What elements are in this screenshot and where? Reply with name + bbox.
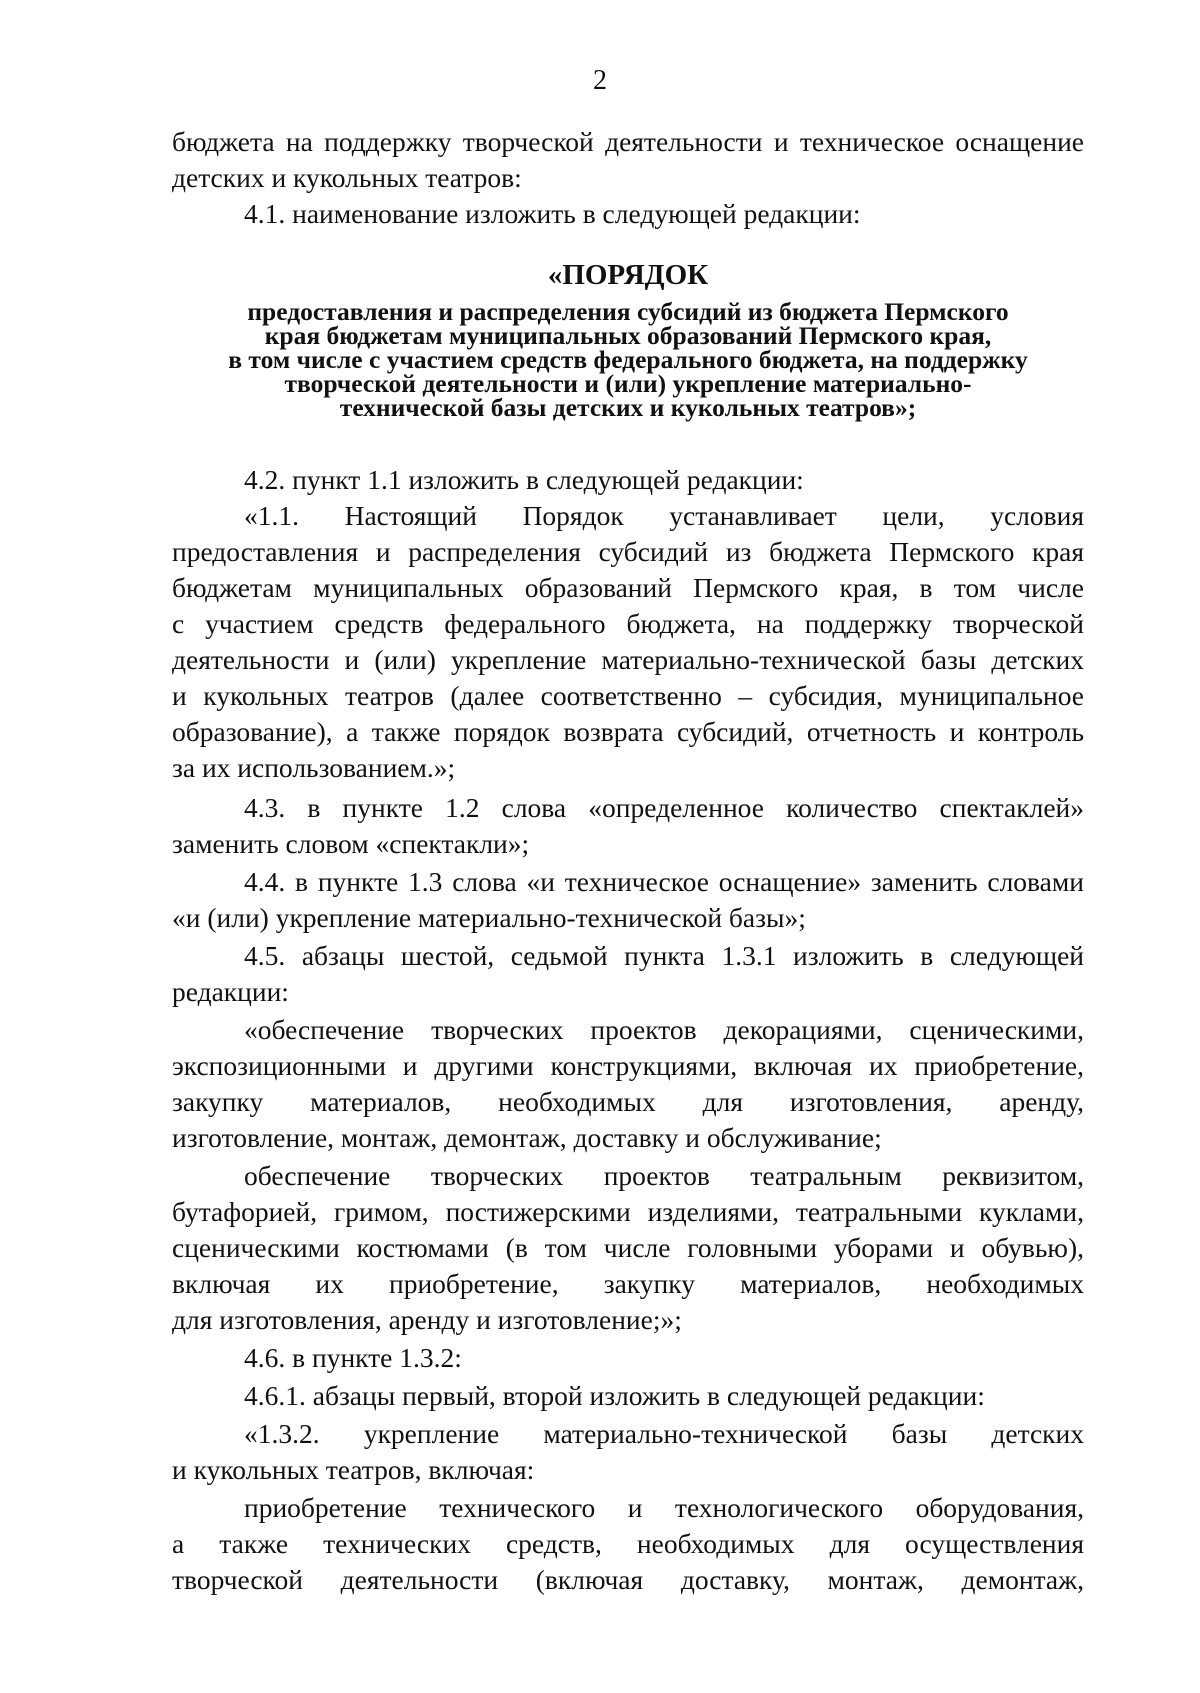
body-line-11: заменить словом «спектакли»; [172, 828, 530, 859]
body-line-4: бюджетам муниципальных образований Пермского края, в том числе [172, 572, 1084, 603]
heading-line-4: творческой деятельности и (или) укрепление материально- [284, 369, 972, 398]
body-line-26: 4.6.1. абзацы первый, второй изложить в следующей редакции: [244, 1380, 985, 1411]
body-line-7: и кукольных театров (далее соответственно – субсидия, муниципальное [172, 680, 1084, 711]
body-line-12: 4.4. в пункте 1.3 слова «и техническое оснащение» заменить словами [244, 866, 1084, 897]
page-number: 2 [593, 65, 607, 96]
body-line-15: редакции: [172, 976, 289, 1007]
intro-line-1: бюджета на поддержку творческой деятельности и техническое оснащение [172, 126, 1084, 157]
body-line-29: приобретение технического и технологического оборудования, [244, 1492, 1084, 1523]
body-line-16: «обеспечение творческих проектов декорациями, сценическими, [244, 1014, 1084, 1045]
heading-line-3: в том числе с участием средств федерального бюджета, на поддержку [228, 345, 1028, 374]
body-line-21: бутафорией, гримом, постижерскими изделиями, театральными куклами, [172, 1196, 1084, 1227]
body-line-2: «1.1. Настоящий Порядок устанавливает цели, условия [244, 500, 1084, 531]
intro-line-2: детских и кукольных театров: [172, 162, 522, 193]
body-line-8: образование), а также порядок возврата субсидий, отчетность и контроль [172, 716, 1084, 747]
heading-line-1: предоставления и распределения субсидий из бюджета Пермского [247, 297, 1009, 326]
body-line-19: изготовление, монтаж, демонтаж, доставку и обслуживание; [172, 1122, 882, 1153]
body-line-14: 4.5. абзацы шестой, седьмой пункта 1.3.1 изложить в следующей [244, 940, 1084, 971]
intro-line-3: 4.1. наименование изложить в следующей редакции: [244, 198, 861, 229]
body-line-6: деятельности и (или) укрепление материально-технической базы детских [172, 644, 1084, 675]
body-line-24: для изготовления, аренду и изготовление;»; [172, 1304, 682, 1335]
heading-title: «ПОРЯДОК [547, 259, 709, 291]
body-line-18: закупку материалов, необходимых для изготовления, аренду, [172, 1086, 1084, 1117]
body-line-20: обеспечение творческих проектов театральным реквизитом, [244, 1160, 1084, 1191]
body-line-10: 4.3. в пункте 1.2 слова «определенное количество спектаклей» [244, 792, 1084, 823]
body-line-30: а также технических средств, необходимых для осуществления [172, 1528, 1084, 1559]
body-line-5: с участием средств федерального бюджета, на поддержку творческой [172, 608, 1084, 639]
body-line-23: включая их приобретение, закупку материалов, необходимых [172, 1268, 1084, 1299]
body-line-13: «и (или) укрепление материально-технической базы»; [172, 902, 806, 933]
body-line-3: предоставления и распределения субсидий из бюджета Пермского края [172, 536, 1084, 567]
body-line-17: экспозиционными и другими конструкциями, включая их приобретение, [172, 1050, 1084, 1081]
body-line-31: творческой деятельности (включая доставку, монтаж, демонтаж, [172, 1564, 1084, 1595]
heading-line-5: технической базы детских и кукольных театров»; [339, 393, 917, 422]
body-line-9: за их использованием.»; [172, 752, 456, 783]
body-line-28: и кукольных театров, включая: [172, 1454, 535, 1485]
body-line-27: «1.3.2. укрепление материально-технической базы детских [244, 1418, 1084, 1449]
body-line-25: 4.6. в пункте 1.3.2: [244, 1342, 462, 1373]
body-line-22: сценическими костюмами (в том числе головными уборами и обувью), [172, 1232, 1084, 1263]
body-line-1: 4.2. пункт 1.1 изложить в следующей редакции: [244, 464, 804, 495]
heading-line-2: края бюджетам муниципальных образований Пермского края, [264, 321, 992, 350]
